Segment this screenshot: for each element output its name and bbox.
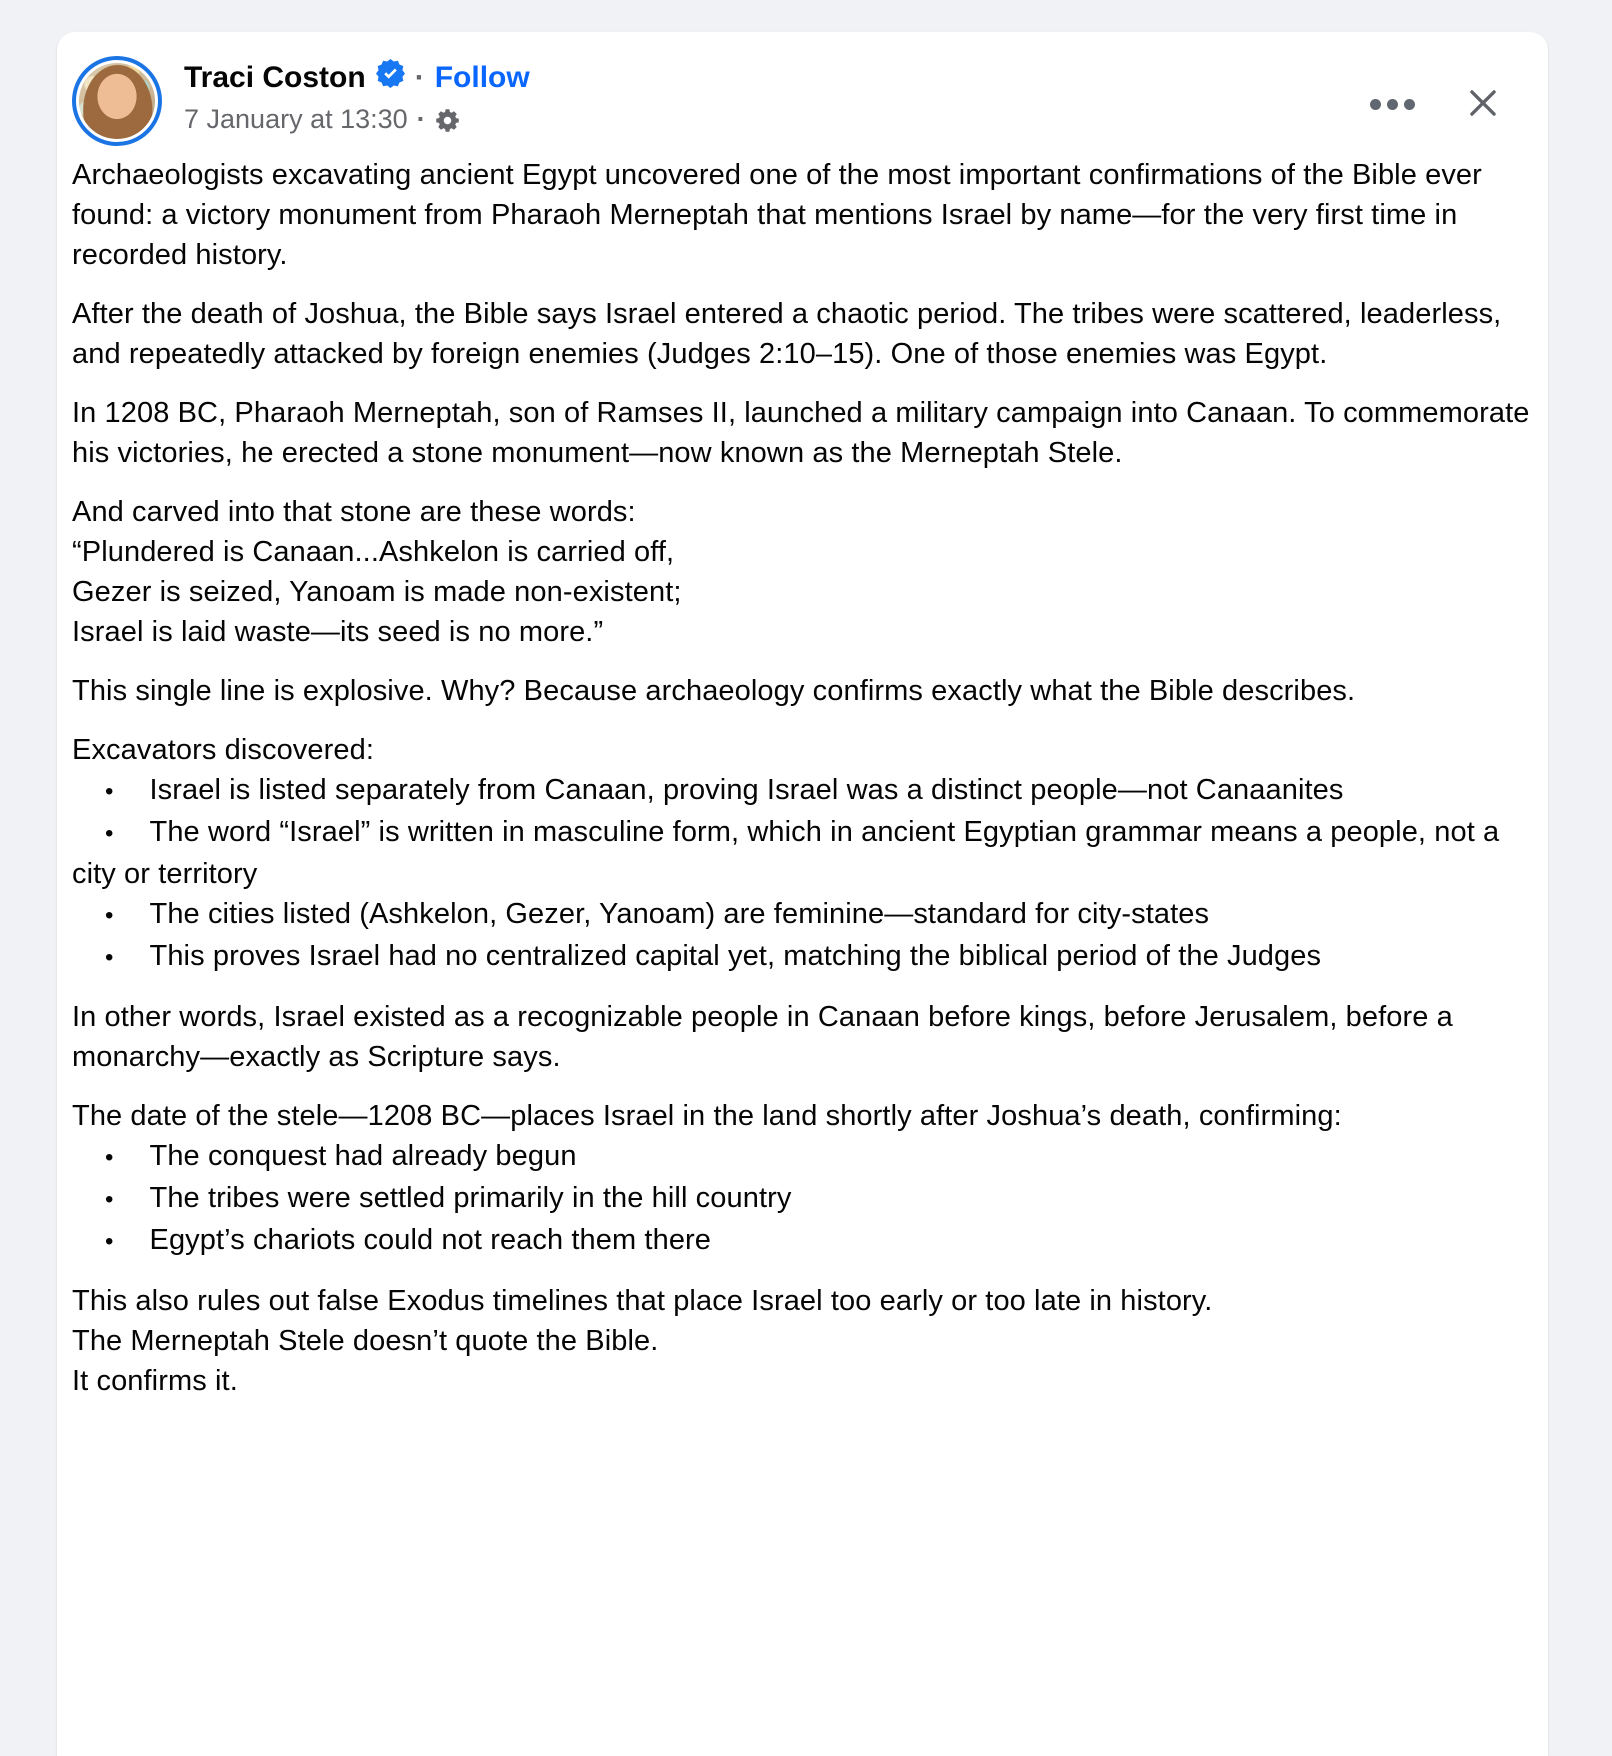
- bullet-text: The cities listed (Ashkelon, Gezer, Yanoam) are feminine—standard for city-states: [149, 898, 1210, 930]
- close-button[interactable]: [1464, 84, 1502, 125]
- more-options-button[interactable]: [1367, 99, 1418, 110]
- post-header: [57, 32, 1548, 146]
- bullet-text: Israel is listed separately from Canaan, proving Israel was a distinct people—not Canaanites: [149, 774, 1344, 806]
- text-line: This also rules out false Exodus timelines that place Israel too early or too late in history.: [72, 1285, 1213, 1317]
- quote-block: [72, 492, 1532, 652]
- avatar[interactable]: [72, 56, 162, 146]
- bullet-text: Egypt’s chariots could not reach them there: [149, 1224, 712, 1256]
- header-meta: [184, 56, 530, 146]
- three-dots-icon: [1367, 99, 1418, 110]
- bullet-item: [72, 1136, 1532, 1178]
- bullet-text: The conquest had already begun: [149, 1140, 577, 1172]
- time-row: [184, 103, 530, 135]
- bullet-text: The word “Israel” is written in masculine form, which in ancient Egyptian grammar means a people, not a city or territory: [72, 816, 1500, 890]
- bullet-text: This proves Israel had no centralized capital yet, matching the biblical period of the Judges: [149, 940, 1322, 972]
- post-timestamp[interactable]: 7 January at 13:30: [184, 104, 408, 134]
- text-line: The Merneptah Stele doesn’t quote the Bible.: [72, 1325, 659, 1357]
- header-actions: [1367, 84, 1502, 125]
- bullet-list: [72, 730, 1532, 978]
- paragraph: After the death of Joshua, the Bible says Israel entered a chaotic period. The tribes were scattered, leaderless, and repeatedly attacked by foreign enemies (Judges 2:10–15). One of those enemies was Egypt.: [72, 298, 1502, 370]
- bullet-text: The tribes were settled primarily in the hill country: [149, 1182, 792, 1214]
- timestamp-separator: ·: [416, 104, 426, 134]
- text-line: It confirms it.: [72, 1365, 238, 1397]
- bullet-list: [72, 1096, 1532, 1262]
- bullet-item: [72, 894, 1532, 936]
- name-row: [184, 57, 530, 98]
- bullet-dot: •: [105, 820, 114, 847]
- verified-badge-icon: [376, 59, 405, 98]
- bullet-list-intro: The date of the stele—1208 BC—places Israel in the land shortly after Joshua’s death, confirming:: [72, 1100, 1342, 1132]
- bullet-dot: •: [105, 778, 114, 805]
- profile-photo: [79, 63, 155, 139]
- paragraph: Archaeologists excavating ancient Egypt uncovered one of the most important confirmations of the Bible ever found: a victory monument from Pharaoh Merneptah that mentions Israel by name—for the very first time in recorded history.: [72, 159, 1482, 271]
- gear-icon: [435, 108, 460, 133]
- bullet-item: [72, 1220, 1532, 1262]
- post-text: [57, 146, 1548, 1401]
- bullet-list-intro: Excavators discovered:: [72, 734, 374, 766]
- author-name[interactable]: Traci Coston: [184, 60, 366, 94]
- bullet-dot: •: [105, 902, 114, 929]
- paragraph: In 1208 BC, Pharaoh Merneptah, son of Ramses II, launched a military campaign into Canaan. To commemorate his victories, he erected a stone monument—now known as the Merneptah Stele.: [72, 397, 1530, 469]
- quote-line: “Plundered is Canaan...Ashkelon is carried off,: [72, 536, 675, 568]
- name-follow-separator: ·: [414, 60, 425, 94]
- bullet-item: [72, 812, 1532, 894]
- quote-line: Israel is laid waste—its seed is no more.”: [72, 616, 604, 648]
- bullet-item: [72, 936, 1532, 978]
- bullet-dot: •: [105, 1228, 114, 1255]
- bullet-item: [72, 770, 1532, 812]
- quote-line: Gezer is seized, Yanoam is made non-existent;: [72, 576, 682, 608]
- follow-link[interactable]: Follow: [434, 60, 530, 94]
- close-icon: [1464, 84, 1502, 125]
- paragraph: This single line is explosive. Why? Because archaeology confirms exactly what the Bible describes.: [72, 675, 1356, 707]
- post-card: [57, 32, 1548, 1756]
- bullet-dot: •: [105, 1186, 114, 1213]
- bullet-dot: •: [105, 944, 114, 971]
- quote-line: And carved into that stone are these words:: [72, 496, 636, 528]
- bullet-dot: •: [105, 1144, 114, 1171]
- bullet-item: [72, 1178, 1532, 1220]
- closing-lines: [72, 1281, 1532, 1401]
- paragraph: In other words, Israel existed as a recognizable people in Canaan before kings, before Jerusalem, before a monarchy—exactly as Scripture says.: [72, 1001, 1453, 1073]
